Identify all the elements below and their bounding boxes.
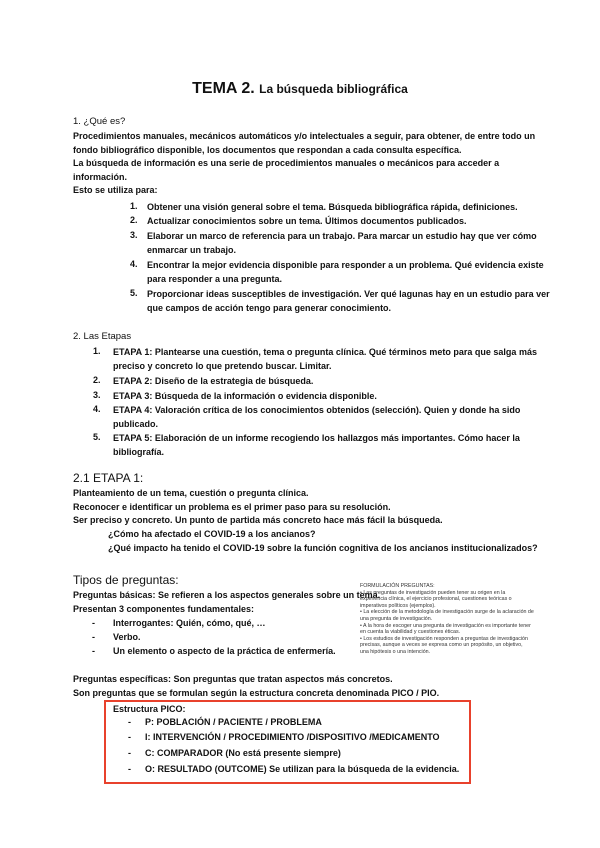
- list-item-line: Obtener una visión general sobre el tema. Búsqueda bibliográfica rápida, definiciones.: [147, 202, 518, 212]
- bullet-dash: -: [92, 618, 95, 628]
- list-item: [147, 258, 544, 287]
- list-item-line: publicado.: [113, 419, 158, 430]
- list-number: 1.: [130, 201, 138, 211]
- page-title: [0, 80, 600, 98]
- section-2-1-heading: 2.1 ETAPA 1:: [73, 471, 144, 485]
- bullet-dash: -: [92, 632, 95, 642]
- bullet-dash: -: [128, 764, 131, 774]
- list-number: 5.: [130, 288, 138, 298]
- tipos-paragraph: [73, 589, 380, 616]
- pico-heading: Estructura PICO:: [113, 704, 186, 714]
- bullet-item: P: POBLACIÓN / PACIENTE / PROBLEMA: [145, 717, 322, 727]
- note-line: • A la hora de escoger una pregunta de investigación es importante tener: [360, 622, 531, 629]
- especificas-paragraph: [73, 673, 439, 700]
- list-item-line: para responder a una pregunta.: [147, 274, 283, 285]
- note-line: experiencia clínica, el ejercicio profesional, cuestiones teóricas o: [360, 596, 512, 603]
- question-line: ¿Cómo ha afectado el COVID-19 a los ancianos?: [108, 529, 316, 539]
- list-number: 3.: [93, 390, 101, 400]
- bullet-item: Un elemento o aspecto de la práctica de enfermería.: [113, 646, 336, 656]
- note-line: • La elección de la metodología de investigación surge de la aclaración de: [360, 609, 534, 616]
- paragraph-line: Ser preciso y concreto. Un punto de partida más concreto hace más fácil la búsqueda.: [73, 515, 443, 525]
- note-line: en cuenta la viabilidad y cuestiones éticas.: [360, 629, 461, 636]
- example-questions: [108, 528, 538, 555]
- paragraph-line: Preguntas específicas: Son preguntas que tratan aspectos más concretos.: [73, 674, 393, 684]
- list-item: [147, 200, 518, 214]
- list-item-line: preciso y concreto lo que pretendo buscar. Limitar.: [113, 361, 332, 372]
- note-line: una pregunta de investigación.: [360, 615, 433, 622]
- list-number: 5.: [93, 432, 101, 442]
- list-item-line: ETAPA 4: Valoración crítica de los conocimientos obtenidos (selección). Quien y donde ha sido: [113, 405, 521, 415]
- paragraph-line: Planteamiento de un tema, cuestión o pregunta clínica.: [73, 488, 309, 498]
- list-item-line: bibliografía.: [113, 447, 165, 458]
- list-item: [113, 389, 377, 403]
- bullet-dash: -: [92, 646, 95, 656]
- formulation-note: [360, 583, 534, 656]
- list-item-line: ETAPA 2: Diseño de la estrategia de búsqueda.: [113, 376, 314, 386]
- title-main: TEMA 2.: [192, 80, 255, 97]
- note-line: • Los estudios de investigación responden a preguntas de investigación: [360, 635, 528, 642]
- paragraph-line: La búsqueda de información es una serie de procedimientos manuales o mecánicos para acceder a: [73, 158, 500, 168]
- list-item: [147, 287, 550, 316]
- paragraph-line: Son preguntas que se formulan según la estructura concreta denominada PICO / PIO.: [73, 687, 440, 698]
- paragraph-line: fondo bibliográfico disponible, los documentos que respondan a cada consulta específica.: [73, 144, 462, 155]
- list-item: [113, 403, 520, 432]
- list-item-line: Proporcionar ideas susceptibles de investigación. Ver qué lagunas hay en un estudio para ver: [147, 289, 550, 299]
- bullet-dash: -: [128, 748, 131, 758]
- list-item-line: Actualizar conocimientos sobre un tema. Últimos documentos publicados.: [147, 216, 467, 226]
- section-1-paragraph: [73, 130, 535, 198]
- question-line: ¿Qué impacto ha tenido el COVID-19 sobre la función cognitiva de los ancianos institucionalizados?: [108, 542, 538, 553]
- list-number: 3.: [130, 230, 138, 240]
- paragraph-line: Preguntas básicas: Se refieren a los aspectos generales sobre un tema.: [73, 590, 381, 600]
- list-item-line: que campos de acción tengo para generar conocimiento.: [147, 303, 392, 314]
- note-line: una hipótesis o una intención.: [360, 648, 431, 655]
- paragraph-line: Presentan 3 componentes fundamentales:: [73, 603, 255, 614]
- bullet-item: Interrogantes: Quién, cómo, qué, …: [113, 618, 266, 628]
- list-number: 2.: [130, 215, 138, 225]
- list-number: 4.: [130, 259, 138, 269]
- bullet-dash: -: [128, 732, 131, 742]
- section-1-heading: 1. ¿Qué es?: [73, 116, 126, 127]
- list-item: [113, 374, 313, 388]
- list-number: 2.: [93, 375, 101, 385]
- paragraph-line: Procedimientos manuales, mecánicos automáticos y/o intelectuales a seguir, para obtener, de entre todo un: [73, 131, 536, 141]
- list-item-line: ETAPA 5: Elaboración de un informe recogiendo los hallazgos más importantes. Cómo hacer la: [113, 433, 520, 443]
- list-item: [147, 214, 467, 228]
- paragraph-line: Esto se utiliza para:: [73, 185, 158, 195]
- tipos-heading: Tipos de preguntas:: [73, 573, 179, 587]
- title-sub: La búsqueda bibliográfica: [259, 82, 408, 96]
- list-number: 4.: [93, 404, 101, 414]
- list-item: [147, 229, 537, 258]
- bullet-item: I: INTERVENCIÓN / PROCEDIMIENTO /DISPOSITIVO /MEDICAMENTO: [145, 732, 440, 742]
- bullet-item: C: COMPARADOR (No está presente siempre): [145, 748, 341, 758]
- list-item: [113, 345, 537, 374]
- bullet-item: O: RESULTADO (OUTCOME) Se utilizan para la búsqueda de la evidencia.: [145, 764, 460, 774]
- note-line: precisas, aunque a veces se expresa como un propósito, un objetivo,: [360, 642, 523, 649]
- paragraph-line: información.: [73, 171, 128, 182]
- paragraph-line: Reconocer e identificar un problema es el primer paso para su resolución.: [73, 501, 391, 512]
- list-item-line: enmarcar un trabajo.: [147, 245, 237, 256]
- bullet-dash: -: [128, 717, 131, 727]
- note-line: imperativos políticos (ejemplos).: [360, 602, 436, 609]
- note-line: • Las preguntas de investigación pueden tener su origen en la: [360, 589, 506, 596]
- bullet-item: Verbo.: [113, 632, 141, 642]
- list-number: 1.: [93, 346, 101, 356]
- list-item-line: ETAPA 3: Búsqueda de la información o evidencia disponible.: [113, 391, 377, 401]
- list-item-line: Elaborar un marco de referencia para un trabajo. Para marcar un estudio hay que ver cómo: [147, 231, 537, 241]
- note-line: FORMULACIÓN PREGUNTAS:: [360, 583, 435, 589]
- list-item: [113, 431, 520, 460]
- section-2-heading: 2. Las Etapas: [73, 331, 132, 342]
- list-item-line: ETAPA 1: Plantearse una cuestión, tema o pregunta clínica. Qué términos meto para que salga más: [113, 347, 537, 357]
- section-2-1-paragraph: [73, 487, 443, 528]
- list-item-line: Encontrar la mejor evidencia disponible para responder a un problema. Qué evidencia existe: [147, 260, 544, 270]
